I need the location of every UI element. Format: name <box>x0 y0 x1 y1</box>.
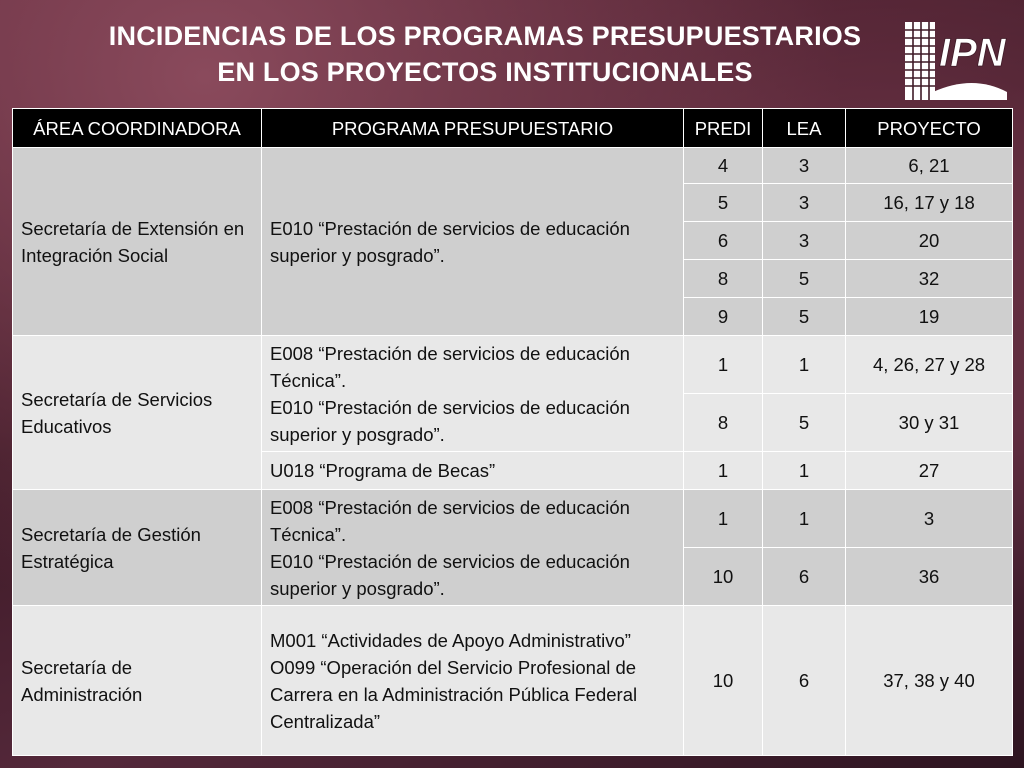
predi-cell: 1 <box>684 452 763 490</box>
slide-title <box>60 18 910 90</box>
programa-cell <box>262 336 684 452</box>
predi-cell: 1 <box>684 336 763 394</box>
proyecto-cell: 4, 26, 27 y 28 <box>846 336 1013 394</box>
programa-text: U018 “Programa de Becas” <box>270 460 496 481</box>
area-cell: Secretaría de Extensión en Integración Social <box>13 148 262 336</box>
area-cell: Secretaría de Administración <box>13 606 262 756</box>
proyecto-cell: 32 <box>846 260 1013 298</box>
lea-cell: 5 <box>763 298 846 336</box>
predi-cell: 10 <box>684 606 763 756</box>
table-header-row <box>13 109 1013 148</box>
area-cell: Secretaría de Gestión Estratégica <box>13 490 262 606</box>
table-row <box>13 148 1013 184</box>
proyecto-cell: 36 <box>846 548 1013 606</box>
predi-cell: 6 <box>684 222 763 260</box>
predi-cell: 9 <box>684 298 763 336</box>
ipn-logo <box>903 14 1011 104</box>
predi-cell: 4 <box>684 148 763 184</box>
programa-cell <box>262 606 684 756</box>
header-proyecto: PROYECTO <box>846 109 1013 148</box>
predi-cell: 1 <box>684 490 763 548</box>
programa-text: E010 “Prestación de servicios de educación superior y posgrado”. <box>270 217 630 266</box>
predi-cell: 10 <box>684 548 763 606</box>
incidencias-table <box>12 108 1013 756</box>
predi-cell: 5 <box>684 184 763 222</box>
lea-cell: 6 <box>763 606 846 756</box>
lea-cell: 3 <box>763 222 846 260</box>
proyecto-cell: 3 <box>846 490 1013 548</box>
lea-cell: 1 <box>763 490 846 548</box>
title-line-2: EN LOS PROYECTOS INSTITUCIONALES <box>217 57 753 87</box>
proyecto-cell: 6, 21 <box>846 148 1013 184</box>
predi-cell: 8 <box>684 394 763 452</box>
table-row <box>13 606 1013 756</box>
table-row <box>13 336 1013 394</box>
area-cell: Secretaría de Servicios Educativos <box>13 336 262 490</box>
proyecto-cell: 16, 17 y 18 <box>846 184 1013 222</box>
header-area: ÁREA COORDINADORA <box>13 109 262 148</box>
programa-text: E010 “Prestación de servicios de educación superior y posgrado”. <box>270 396 630 445</box>
predi-cell: 8 <box>684 260 763 298</box>
lea-cell: 1 <box>763 452 846 490</box>
programa-text: E008 “Prestación de servicios de educación Técnica”. <box>270 342 630 391</box>
header-lea: LEA <box>763 109 846 148</box>
proyecto-cell: 37, 38 y 40 <box>846 606 1013 756</box>
title-line-1: INCIDENCIAS DE LOS PROGRAMAS PRESUPUESTARIOS <box>108 21 862 51</box>
lea-cell: 3 <box>763 184 846 222</box>
header-programa: PROGRAMA PRESUPUESTARIO <box>262 109 684 148</box>
programa-cell <box>262 452 684 490</box>
programa-text: E008 “Prestación de servicios de educación Técnica”. <box>270 496 630 545</box>
programa-text: M001 “Actividades de Apoyo Administrativo” <box>270 629 631 651</box>
lea-cell: 5 <box>763 260 846 298</box>
proyecto-cell: 30 y 31 <box>846 394 1013 452</box>
lea-cell: 5 <box>763 394 846 452</box>
lea-cell: 1 <box>763 336 846 394</box>
proyecto-cell: 19 <box>846 298 1013 336</box>
logo-text: IPN <box>939 31 1006 75</box>
lea-cell: 3 <box>763 148 846 184</box>
programa-text: O099 “Operación del Servicio Profesional de Carrera en la Administración Pública Federal Centralizada” <box>270 656 638 732</box>
header-predi: PREDI <box>684 109 763 148</box>
table-row <box>13 490 1013 548</box>
proyecto-cell: 27 <box>846 452 1013 490</box>
programa-text: E010 “Prestación de servicios de educación superior y posgrado”. <box>270 550 630 599</box>
programa-cell <box>262 490 684 606</box>
lea-cell: 6 <box>763 548 846 606</box>
proyecto-cell: 20 <box>846 222 1013 260</box>
programa-cell <box>262 148 684 336</box>
